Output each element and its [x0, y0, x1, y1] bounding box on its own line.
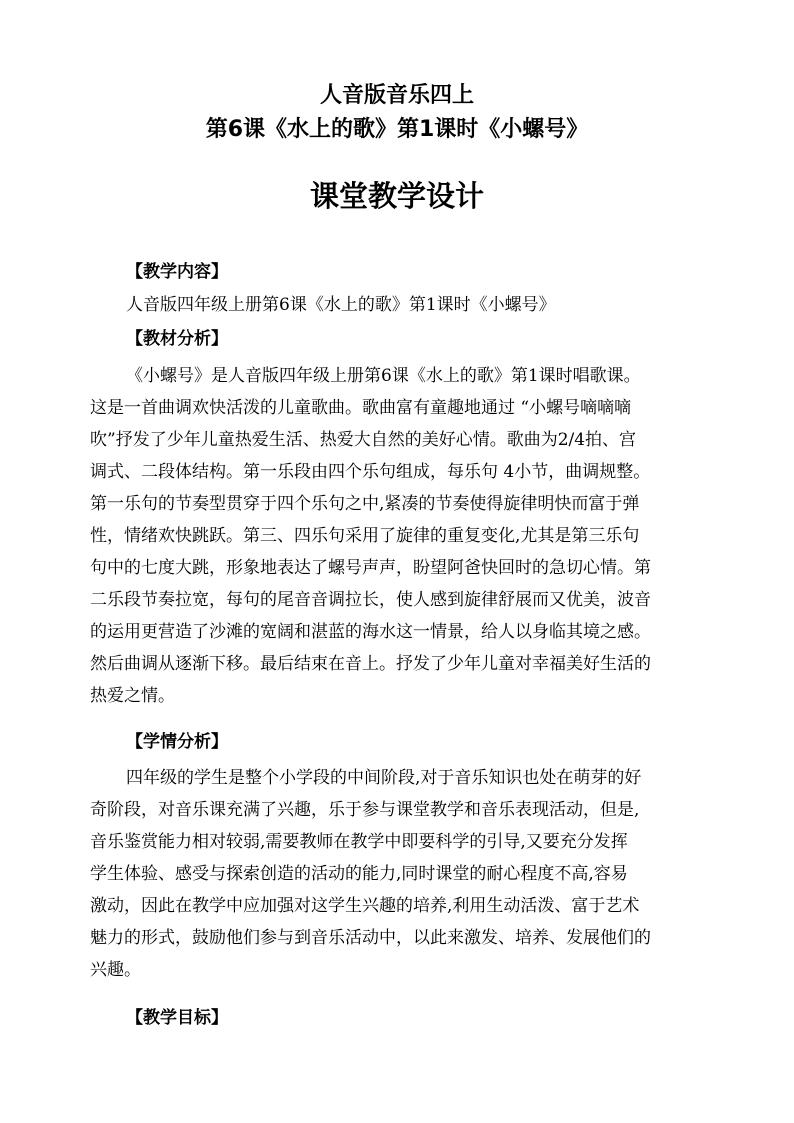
paragraph-line: 然后曲调从逐渐下移。最后结束在音上。抒发了少年儿童对幸福美好生活的 [90, 654, 651, 674]
paragraph-line: 《小螺号》是人音版四年级上册第6课《水上的歌》第1课时唱歌课。 [126, 366, 641, 386]
paragraph-line: 二乐段节奏拉宽，每句的尾音音调拉长，使人感到旋律舒展而又优美，波音 [90, 590, 651, 610]
paragraph-line: 这是一首曲调欢快活泼的儿童歌曲。歌曲富有童趣地通过 “小螺号嘀嘀嘀 [90, 398, 632, 418]
paragraph-line: 四年级的学生是整个小学段的中间阶段,对于音乐知识也处在萌芽的好 [126, 768, 642, 788]
document-title-line1: 人音版音乐四上 [319, 83, 474, 108]
paragraph-line: 音乐鉴赏能力相对较弱,需要教师在教学中即要科学的引导,又要充分发挥 [90, 832, 628, 852]
section-heading-teaching-content: 【教学内容】 [126, 262, 228, 282]
paragraph-line: 性，情绪欢快跳跃。第三、四乐句采用了旋律的重复变化,尤其是第三乐句 [90, 526, 640, 546]
paragraph-line: 奇阶段，对音乐课充满了兴趣，乐于参与课堂教学和音乐表现活动，但是, [90, 800, 640, 820]
section-heading-student-analysis: 【学情分析】 [126, 732, 228, 752]
page-title: 课堂教学设计 [309, 179, 484, 213]
paragraph-line: 人音版四年级上册第6课《水上的歌》第1课时《小螺号》 [126, 295, 556, 315]
paragraph-line: 的运用更营造了沙滩的宽阔和湛蓝的海水这一情景，给人以身临其境之感。 [90, 622, 651, 642]
section-heading-teaching-goals: 【教学目标】 [126, 1008, 228, 1028]
paragraph-line: 热爱之情。 [90, 686, 175, 706]
paragraph-line: 魅力的形式，鼓励他们参与到音乐活动中，以此来激发、培养、发展他们的 [90, 928, 651, 948]
paragraph-line: 学生体验、感受与探索创造的活动的能力,同时课堂的耐心程度不高,容易 [90, 864, 628, 884]
paragraph-line: 激动，因此在教学中应加强对这学生兴趣的培养,利用生动活泼、富于艺术 [90, 896, 640, 916]
paragraph-line: 吹”抒发了少年儿童热爱生活、热爱大自然的美好心情。歌曲为2/4拍、宫 [90, 430, 637, 450]
paragraph-line: 句中的七度大跳，形象地表达了螺号声声，盼望阿爸快回时的急切心情。第 [90, 558, 651, 578]
paragraph-line: 调式、二段体结构。第一乐段由四个乐句组成，每乐句 4小节，曲调规整。 [90, 462, 651, 482]
section-heading-material-analysis: 【教材分析】 [126, 329, 228, 349]
paragraph-line: 第一乐句的节奏型贯穿于四个乐句之中,紧凑的节奏使得旋律明快而富于弹 [90, 494, 640, 514]
document-title-line2: 第6课《水上的歌》第1课时《小螺号》 [205, 117, 589, 142]
paragraph-line: 兴趣。 [90, 960, 141, 980]
